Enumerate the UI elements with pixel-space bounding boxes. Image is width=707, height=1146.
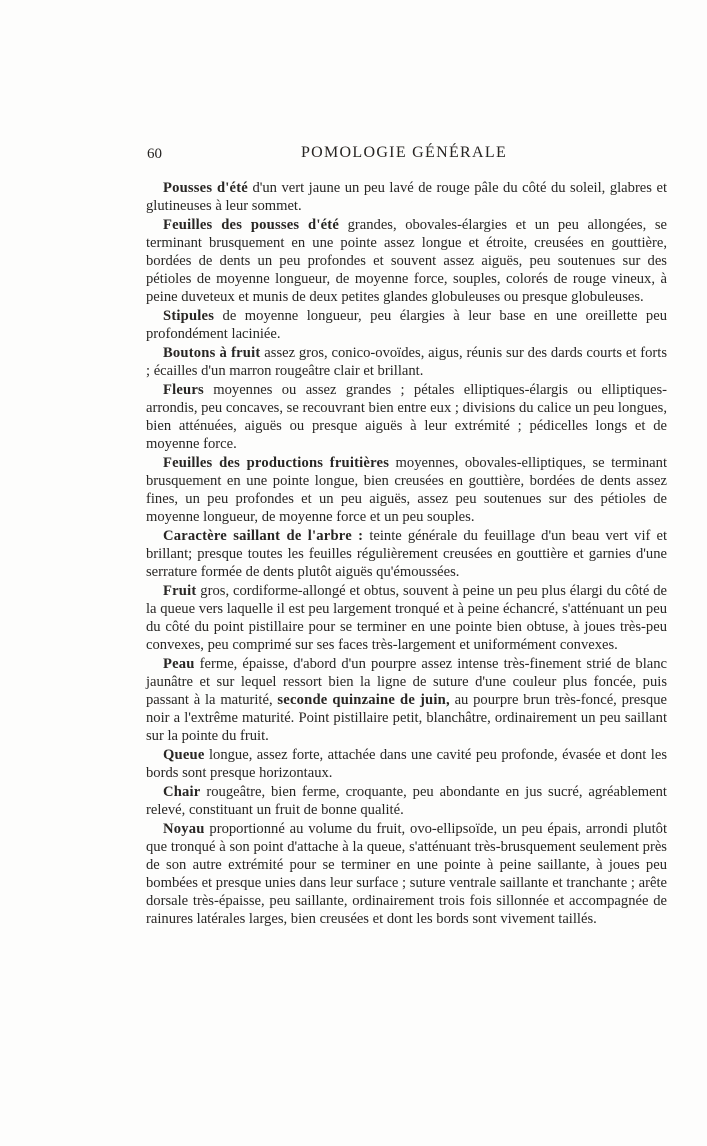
paragraph-lead: Caractère saillant de l'arbre : (163, 528, 364, 544)
running-title: POMOLOGIE GÉNÉRALE (300, 144, 508, 161)
paragraph (146, 344, 667, 380)
paragraph (146, 381, 667, 453)
paragraph (146, 454, 667, 526)
paragraph-text: assez gros, conico-ovoïdes, aigus, réunis sur des dards courts et forts ; écailles d'un marron rougeâtre clair et brillant. (146, 345, 668, 379)
paragraph-lead: Queue (163, 747, 205, 763)
paragraph-text: au pourpre brun très-foncé, presque noir a l'extrême maturité. Point pistillaire petit, blanchâtre, ordinairement un peu saillant sur la pointe du fruit. (146, 692, 667, 744)
paragraph-text: longue, assez forte, attachée dans une cavité peu profonde, évasée et dont les bords sont presque horizontaux. (146, 747, 667, 781)
paragraph-lead: seconde quinzaine de juin, (277, 692, 450, 708)
paragraph-text: proportionné au volume du fruit, ovo-ellipsoïde, un peu épais, arrondi plutôt que tronqué à son point d'attache à la queue, s'atténuant très-brusquement seulement près de son autre extrémité pour se terminer en une pointe à peine saillante, à joues peu bombées et presque unies dans leur surface ; suture ventrale saillante et tranchante ; arête dorsale très-épaisse, peu saillante, ordinairement trois fois sillonnée et accompagnée de rainures latérales larges, bien creusées et dont les bords sont vivement taillés. (146, 821, 667, 927)
paragraph-lead: Fleurs (163, 382, 204, 398)
paragraph (146, 820, 667, 928)
page-number: 60 (147, 146, 162, 162)
paragraph-lead: Noyau (163, 821, 205, 837)
paragraph-text: de moyenne longueur, peu élargies à leur base en une oreillette peu profondément laciniée. (146, 308, 667, 342)
paragraph-lead: Boutons à fruit (163, 345, 261, 361)
paragraph-lead: Fruit (163, 583, 197, 599)
body-text (146, 179, 667, 929)
paragraph (146, 307, 667, 343)
paragraph (146, 582, 667, 654)
paragraph-lead: Peau (163, 656, 195, 672)
paragraph (146, 527, 667, 581)
paragraph (146, 783, 667, 819)
paragraph-text: teinte générale du feuillage d'un beau vert vif et brillant; presque toutes les feuilles régulièrement creusées en gouttière et garnies d'une serrature formée de dents plutôt aiguës qu'émoussées. (146, 528, 667, 580)
paragraph-text: d'un vert jaune un peu lavé de rouge pâle du côté du soleil, glabres et glutineuses à leur sommet. (146, 180, 667, 214)
paragraph (146, 746, 667, 782)
paragraph-text: moyennes, obovales-elliptiques, se terminant brusquement en une pointe longue, bien creusées en gouttière, bordées de dents assez fines, un peu profondes et un peu aiguës, assez peu soutenues sur des pétioles de moyenne longueur, de moyenne force et un peu souples. (146, 455, 667, 525)
paragraph (146, 655, 667, 745)
paragraph-lead: Chair (163, 784, 201, 800)
paragraph-lead: Stipules (163, 308, 215, 324)
paragraph-text: moyennes ou assez grandes ; pétales elliptiques-élargis ou elliptiques-arrondis, peu concaves, se recouvrant bien entre eux ; divisions du calice un peu longues, bien atténuées, aiguës ou presque aiguës à leur extrémité ; pédicelles longs et de moyenne force. (146, 382, 667, 452)
page-header (0, 144, 707, 166)
paragraph (146, 179, 667, 215)
paragraph-text: gros, cordiforme-allongé et obtus, souvent à peine un peu plus élargi du côté de la queue vers laquelle il est peu largement tronqué et à peine échancré, s'atténuant un peu du côté du point pistillaire pour se terminer en une pointe bien obtuse, à joues très-peu convexes, peu comprimé sur ses faces très-largement et uniformément convexes. (146, 583, 667, 653)
paragraph-text: ferme, épaisse, d'abord d'un pourpre assez intense très-finement strié de blanc jaunâtre et sur lequel ressort bien la ligne de suture d'une couleur plus foncée, puis passant à la maturité, (146, 656, 667, 708)
paragraph-text: rougeâtre, bien ferme, croquante, peu abondante en jus sucré, agréablement relevé, constituant un fruit de bonne qualité. (146, 784, 667, 818)
paragraph-lead: Pousses d'été (163, 180, 248, 196)
paragraph-lead: Feuilles des productions fruitières (163, 455, 390, 471)
paragraph (146, 216, 667, 306)
paragraph-lead: Feuilles des pousses d'été (163, 217, 340, 233)
paragraph-text: grandes, obovales-élargies et un peu allongées, se terminant brusquement en une pointe assez longue et étroite, creusées en gouttière, bordées de dents un peu profondes et souvent assez aiguës, peu soutenues sur des pétioles de moyenne longueur, de moyenne force, souples, colorés de rouge vineux, à peine duveteux et munis de deux petites glandes globuleuses ou presque globuleuses. (146, 217, 667, 305)
